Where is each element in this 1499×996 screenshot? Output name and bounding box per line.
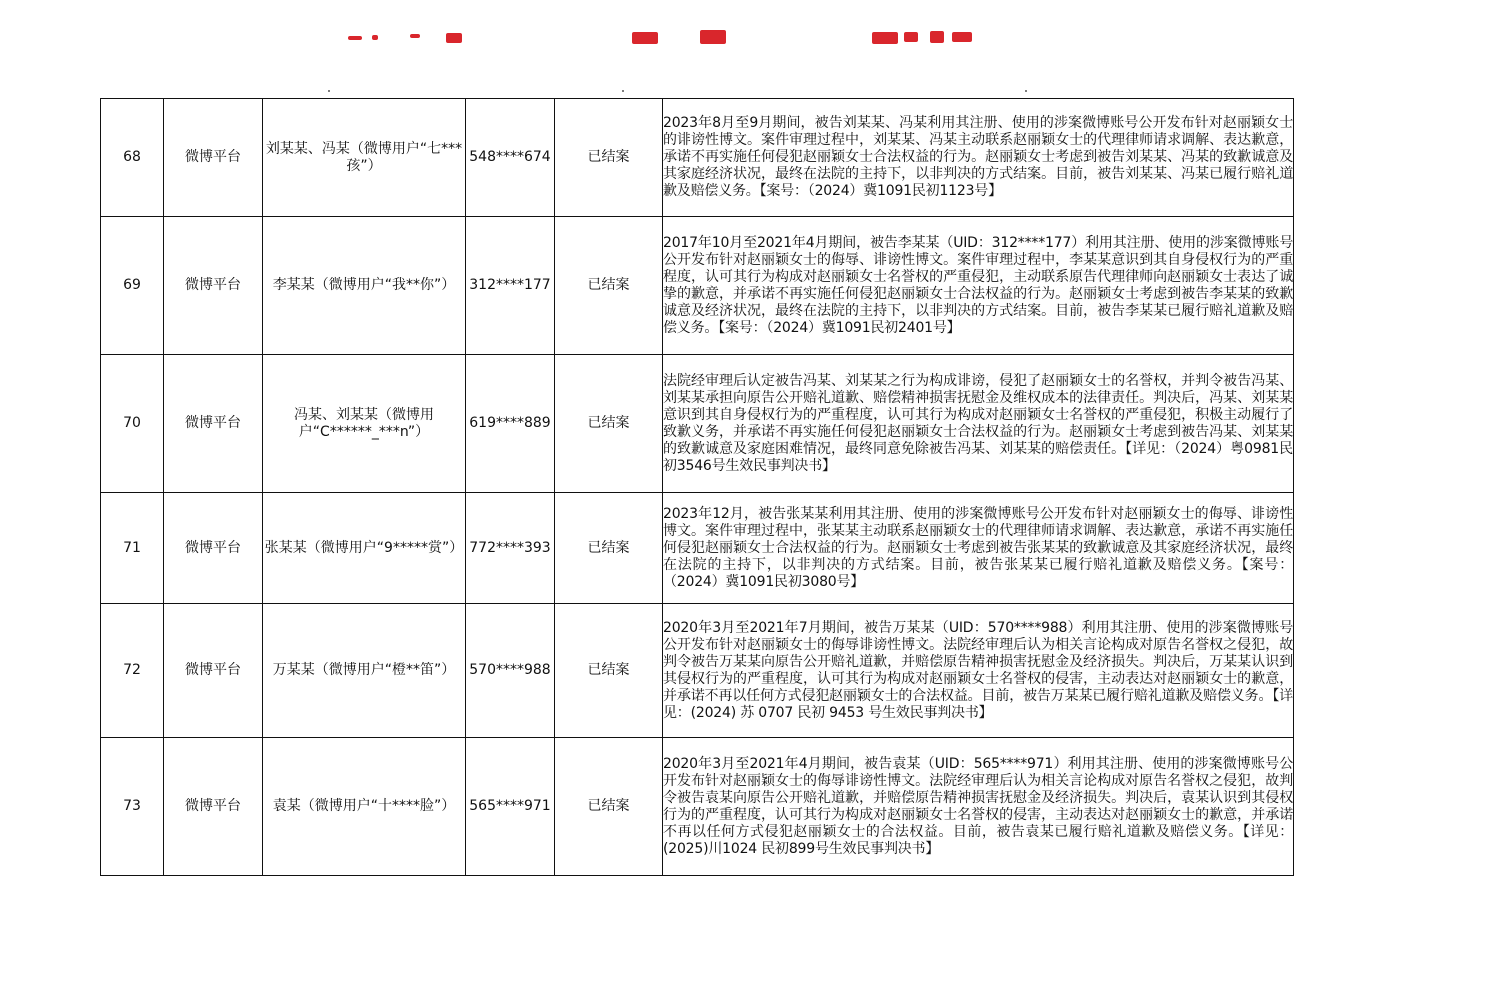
table-row: [101, 355, 1294, 493]
platform: 微博平台: [164, 493, 263, 604]
platform: 微博平台: [164, 217, 263, 355]
case-number: 72: [101, 604, 164, 738]
platform: 微博平台: [164, 99, 263, 217]
uid: 619****889: [466, 355, 555, 493]
status: 已结案: [555, 493, 663, 604]
case-number: 69: [101, 217, 164, 355]
status: 已结案: [555, 99, 663, 217]
uid: 548****674: [466, 99, 555, 217]
table-row: [101, 217, 1294, 355]
case-table: [100, 98, 1294, 876]
case-detail: 2023年12月，被告张某某利用其注册、使用的涉案微博账号公开发布针对赵丽颖女士的侮辱、诽谤性博文。案件审理过程中，张某某主动联系赵丽颖女士的代理律师请求调解、表达歉意，承诺不再实施任何侵犯赵丽颖女士合法权益的行为。赵丽颖女士考虑到被告张某某的致歉诚意及其家庭经济状况，最终在法院的主持下，以非判决的方式结案。目前，被告张某某已履行赔礼道歉及赔偿义务。【案号：（2024）冀1091民初3080号】: [663, 493, 1294, 604]
defendant: 冯某、刘某某（微博用户“C******_***n”）: [263, 355, 466, 493]
table-row: [101, 493, 1294, 604]
defendant: 万某某（微博用户“橙**笛”）: [263, 604, 466, 738]
defendant: 张某某（微博用户“9*****赏”）: [263, 493, 466, 604]
platform: 微博平台: [164, 604, 263, 738]
case-number: 73: [101, 738, 164, 876]
case-detail: 法院经审理后认定被告冯某、刘某某之行为构成诽谤，侵犯了赵丽颖女士的名誉权，并判令被告冯某、刘某某承担向原告公开赔礼道歉、赔偿精神损害抚慰金及维权成本的法律责任。判决后，冯某、刘某某意识到其自身侵权行为的严重程度，认可其行为构成对赵丽颖女士名誉权的严重侵犯，积极主动履行了致歉义务，并承诺不再实施任何侵犯赵丽颖女士合法权益的行为。赵丽颖女士考虑到被告冯某、刘某某的致歉诚意及家庭困难情况，最终同意免除被告冯某、刘某某的赔偿责任。【详见：（2024）粤0981民初3546号生效民事判决书】: [663, 355, 1294, 493]
defendant: 刘某某、冯某（微博用户“七***孩”）: [263, 99, 466, 217]
platform: 微博平台: [164, 738, 263, 876]
uid: 772****393: [466, 493, 555, 604]
status: 已结案: [555, 217, 663, 355]
defendant: 李某某（微博用户“我**你”）: [263, 217, 466, 355]
uid: 565****971: [466, 738, 555, 876]
uid: 312****177: [466, 217, 555, 355]
table-row: [101, 738, 1294, 876]
platform: 微博平台: [164, 355, 263, 493]
case-detail: 2023年8月至9月期间，被告刘某某、冯某利用其注册、使用的涉案微博账号公开发布针对赵丽颖女士的诽谤性博文。案件审理过程中，刘某某、冯某主动联系赵丽颖女士的代理律师请求调解、表达歉意，承诺不再实施任何侵犯赵丽颖女士合法权益的行为。赵丽颖女士考虑到被告刘某某、冯某的致歉诚意及其家庭经济状况，最终在法院的主持下，以非判决的方式结案。目前，被告刘某某、冯某已履行赔礼道歉及赔偿义务。【案号：（2024）冀1091民初1123号】: [663, 99, 1294, 217]
case-detail: 2017年10月至2021年4月期间，被告李某某（UID：312****177）利用其注册、使用的涉案微博账号公开发布针对赵丽颖女士的侮辱、诽谤性博文。案件审理过程中，李某某意识到其自身侵权行为的严重程度，认可其行为构成对赵丽颖女士名誉权的严重侵犯，主动联系原告代理律师向赵丽颖女士表达了诚挚的歉意，并承诺不再实施任何侵犯赵丽颖女士合法权益的行为。赵丽颖女士考虑到被告李某某的致歉诚意及经济状况，最终在法院的主持下，以非判决的方式结案。目前，被告李某某已履行赔礼道歉及赔偿义务。【案号：（2024）冀1091民初2401号】: [663, 217, 1294, 355]
case-detail: 2020年3月至2021年4月期间，被告袁某（UID：565****971）利用其注册、使用的涉案微博账号公开发布针对赵丽颖女士的侮辱诽谤性博文。法院经审理后认为相关言论构成对原告名誉权之侵犯，故判令被告袁某向原告公开赔礼道歉，并赔偿原告精神损害抚慰金及经济损失。判决后，袁某认识到其侵权行为的严重程度，认可其行为构成对赵丽颖女士名誉权的侵害，主动表达对赵丽颖女士的歉意，并承诺不再以任何方式侵犯赵丽颖女士的合法权益。目前，被告袁某已履行赔礼道歉及赔偿义务。【详见：(2025)川1024 民初899号生效民事判决书】: [663, 738, 1294, 876]
table-row: [101, 99, 1294, 217]
uid: 570****988: [466, 604, 555, 738]
case-number: 70: [101, 355, 164, 493]
status: 已结案: [555, 355, 663, 493]
case-number: 71: [101, 493, 164, 604]
scanned-header-fragments: [0, 30, 1499, 50]
case-detail: 2020年3月至2021年7月期间，被告万某某（UID：570****988）利用其注册、使用的涉案微博账号公开发布针对赵丽颖女士的侮辱诽谤性博文。法院经审理后认为相关言论构成对原告名誉权之侵犯，故判令被告万某某向原告公开赔礼道歉，并赔偿原告精神损害抚慰金及经济损失。判决后，万某某认识到其侵权行为的严重程度，认可其行为构成对赵丽颖女士名誉权的侵害，主动表达对赵丽颖女士的歉意，并承诺不再以任何方式侵犯赵丽颖女士的合法权益。目前，被告万某某已履行赔礼道歉及赔偿义务。【详见：(2024) 苏 0707 民初 9453 号生效民事判决书】: [663, 604, 1294, 738]
table-row: [101, 604, 1294, 738]
status: 已结案: [555, 604, 663, 738]
case-number: 68: [101, 99, 164, 217]
status: 已结案: [555, 738, 663, 876]
defendant: 袁某（微博用户“十****脸”）: [263, 738, 466, 876]
